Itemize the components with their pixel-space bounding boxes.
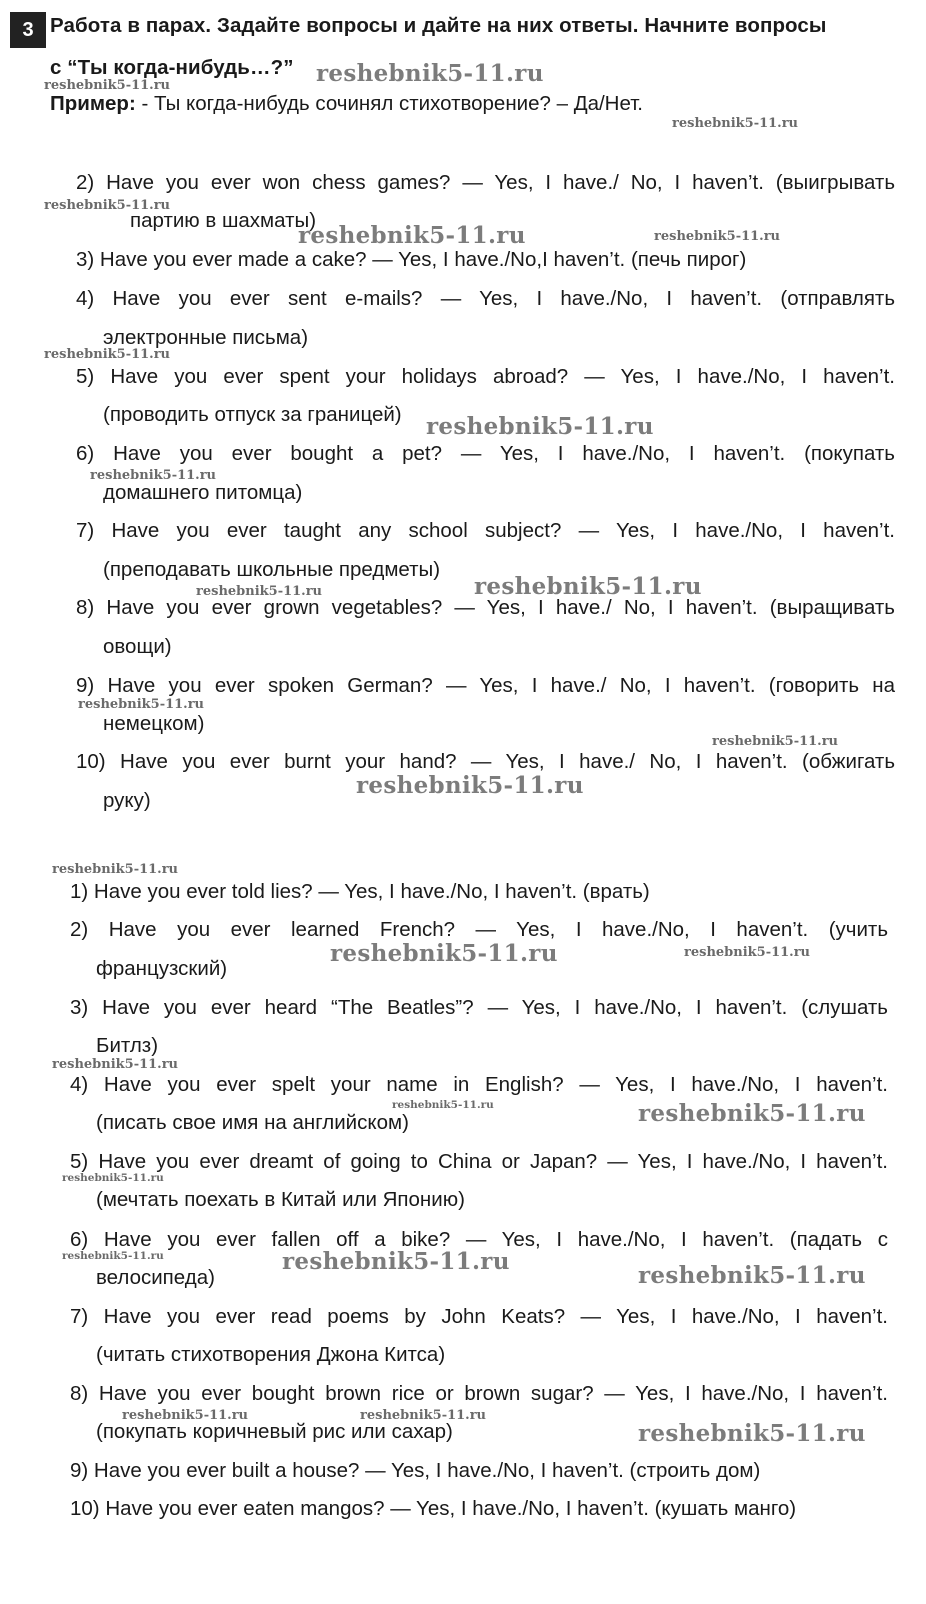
- watermark: reshebnik5-11.ru: [44, 198, 171, 213]
- watermark: reshebnik5-11.ru: [654, 229, 781, 244]
- answer-line: 1) Have you ever told lies? — Yes, I have./No, I haven’t. (врать): [70, 880, 650, 903]
- answer-line: руку): [103, 789, 151, 812]
- answer-line: 10) Have you ever eaten mangos? — Yes, I have./No, I haven’t. (кушать манго): [70, 1497, 797, 1520]
- example-line: [50, 92, 643, 116]
- answer-line: 2) Have you ever won chess games? — Yes, I have./ No, I haven’t. (выигрывать: [76, 171, 895, 194]
- task-heading-line2: с “Ты когда-нибудь…?”: [50, 56, 294, 79]
- answer-line: 4) Have you ever spelt your name in English? — Yes, I have./No, I haven’t.: [70, 1073, 888, 1096]
- watermark: reshebnik5-11.ru: [78, 697, 205, 712]
- answer-line: 10) Have you ever burnt your hand? — Yes, I have./ No, I haven’t. (обжигать: [76, 750, 895, 773]
- answer-line: 6) Have you ever fallen off a bike? — Yes, I have./No, I haven’t. (падать с: [70, 1228, 888, 1251]
- answer-line: Битлз): [96, 1034, 159, 1057]
- answer-line: 9) Have you ever spoken German? — Yes, I have./ No, I haven’t. (говорить на: [76, 674, 895, 697]
- answer-line: 6) Have you ever bought a pet? — Yes, I have./No, I haven’t. (покупать: [76, 442, 895, 465]
- watermark: reshebnik5-11.ru: [316, 60, 544, 87]
- watermark: reshebnik5-11.ru: [638, 1262, 866, 1289]
- watermark: reshebnik5-11.ru: [356, 772, 584, 799]
- answer-line: электронные письма): [103, 326, 309, 349]
- answer-line: 3) Have you ever made a cake? — Yes, I have./No,I haven’t. (печь пирог): [76, 248, 747, 271]
- answer-line: партию в шахматы): [130, 209, 317, 232]
- watermark: reshebnik5-11.ru: [684, 945, 811, 960]
- watermark: reshebnik5-11.ru: [638, 1420, 866, 1447]
- answer-line: французский): [96, 957, 228, 980]
- watermark: reshebnik5-11.ru: [426, 413, 654, 440]
- answer-line: 5) Have you ever dreamt of going to China or Japan? — Yes, I have./No, I haven’t.: [70, 1150, 888, 1173]
- answer-line: 9) Have you ever built a house? — Yes, I have./No, I haven’t. (строить дом): [70, 1459, 761, 1482]
- answer-line: немецком): [103, 712, 205, 735]
- watermark: reshebnik5-11.ru: [298, 222, 526, 249]
- answer-line: (проводить отпуск за границей): [103, 403, 402, 426]
- answer-line: 3) Have you ever heard “The Beatles”? — Yes, I have./No, I haven’t. (слушать: [70, 996, 888, 1019]
- answer-line: 7) Have you ever read poems by John Keats? — Yes, I have./No, I haven’t.: [70, 1305, 888, 1328]
- answer-line: (читать стихотворения Джона Китса): [96, 1343, 446, 1366]
- watermark: reshebnik5-11.ru: [52, 862, 179, 877]
- task-number-badge: 3: [10, 12, 46, 48]
- answer-line: (мечтать поехать в Китай или Японию): [96, 1188, 465, 1211]
- answer-line: 8) Have you ever bought brown rice or brown sugar? — Yes, I have./No, I haven’t.: [70, 1382, 888, 1405]
- answer-line: (покупать коричневый рис или сахар): [96, 1420, 453, 1443]
- watermark: reshebnik5-11.ru: [360, 1408, 487, 1423]
- watermark: reshebnik5-11.ru: [392, 1099, 494, 1111]
- answer-line: (писать свое имя на английском): [96, 1111, 409, 1134]
- answer-line: 7) Have you ever taught any school subject? — Yes, I have./No, I haven’t.: [76, 519, 895, 542]
- watermark: reshebnik5-11.ru: [52, 1057, 179, 1072]
- watermark: reshebnik5-11.ru: [282, 1248, 510, 1275]
- watermark: reshebnik5-11.ru: [62, 1250, 164, 1262]
- answer-line: (преподавать школьные предметы): [103, 558, 441, 581]
- watermark: reshebnik5-11.ru: [62, 1172, 164, 1184]
- watermark: reshebnik5-11.ru: [474, 573, 702, 600]
- watermark: reshebnik5-11.ru: [712, 734, 839, 749]
- watermark: reshebnik5-11.ru: [330, 940, 558, 967]
- answer-line: велосипеда): [96, 1266, 215, 1289]
- answer-line: домашнего питомца): [103, 481, 303, 504]
- watermark: reshebnik5-11.ru: [90, 468, 217, 483]
- answer-line: 2) Have you ever learned French? — Yes, I have./No, I haven’t. (учить: [70, 918, 888, 941]
- answer-line: овощи): [103, 635, 172, 658]
- watermark: reshebnik5-11.ru: [122, 1408, 249, 1423]
- task-heading-line1: Работа в парах. Задайте вопросы и дайте на них ответы. Начните вопросы: [50, 14, 827, 37]
- watermark: reshebnik5-11.ru: [672, 116, 799, 131]
- watermark: reshebnik5-11.ru: [196, 584, 323, 599]
- watermark: reshebnik5-11.ru: [44, 347, 171, 362]
- watermark: reshebnik5-11.ru: [44, 78, 171, 93]
- answer-line: 5) Have you ever spent your holidays abroad? — Yes, I have./No, I haven’t.: [76, 365, 895, 388]
- example-text: - Ты когда-нибудь сочинял стихотворение? – Да/Нет.: [135, 92, 644, 115]
- answer-line: 4) Have you ever sent e-mails? — Yes, I have./No, I haven’t. (отправлять: [76, 287, 895, 310]
- example-label: Пример:: [50, 92, 136, 115]
- watermark: reshebnik5-11.ru: [638, 1100, 866, 1127]
- answer-line: 8) Have you ever grown vegetables? — Yes, I have./ No, I haven’t. (выращивать: [76, 596, 895, 619]
